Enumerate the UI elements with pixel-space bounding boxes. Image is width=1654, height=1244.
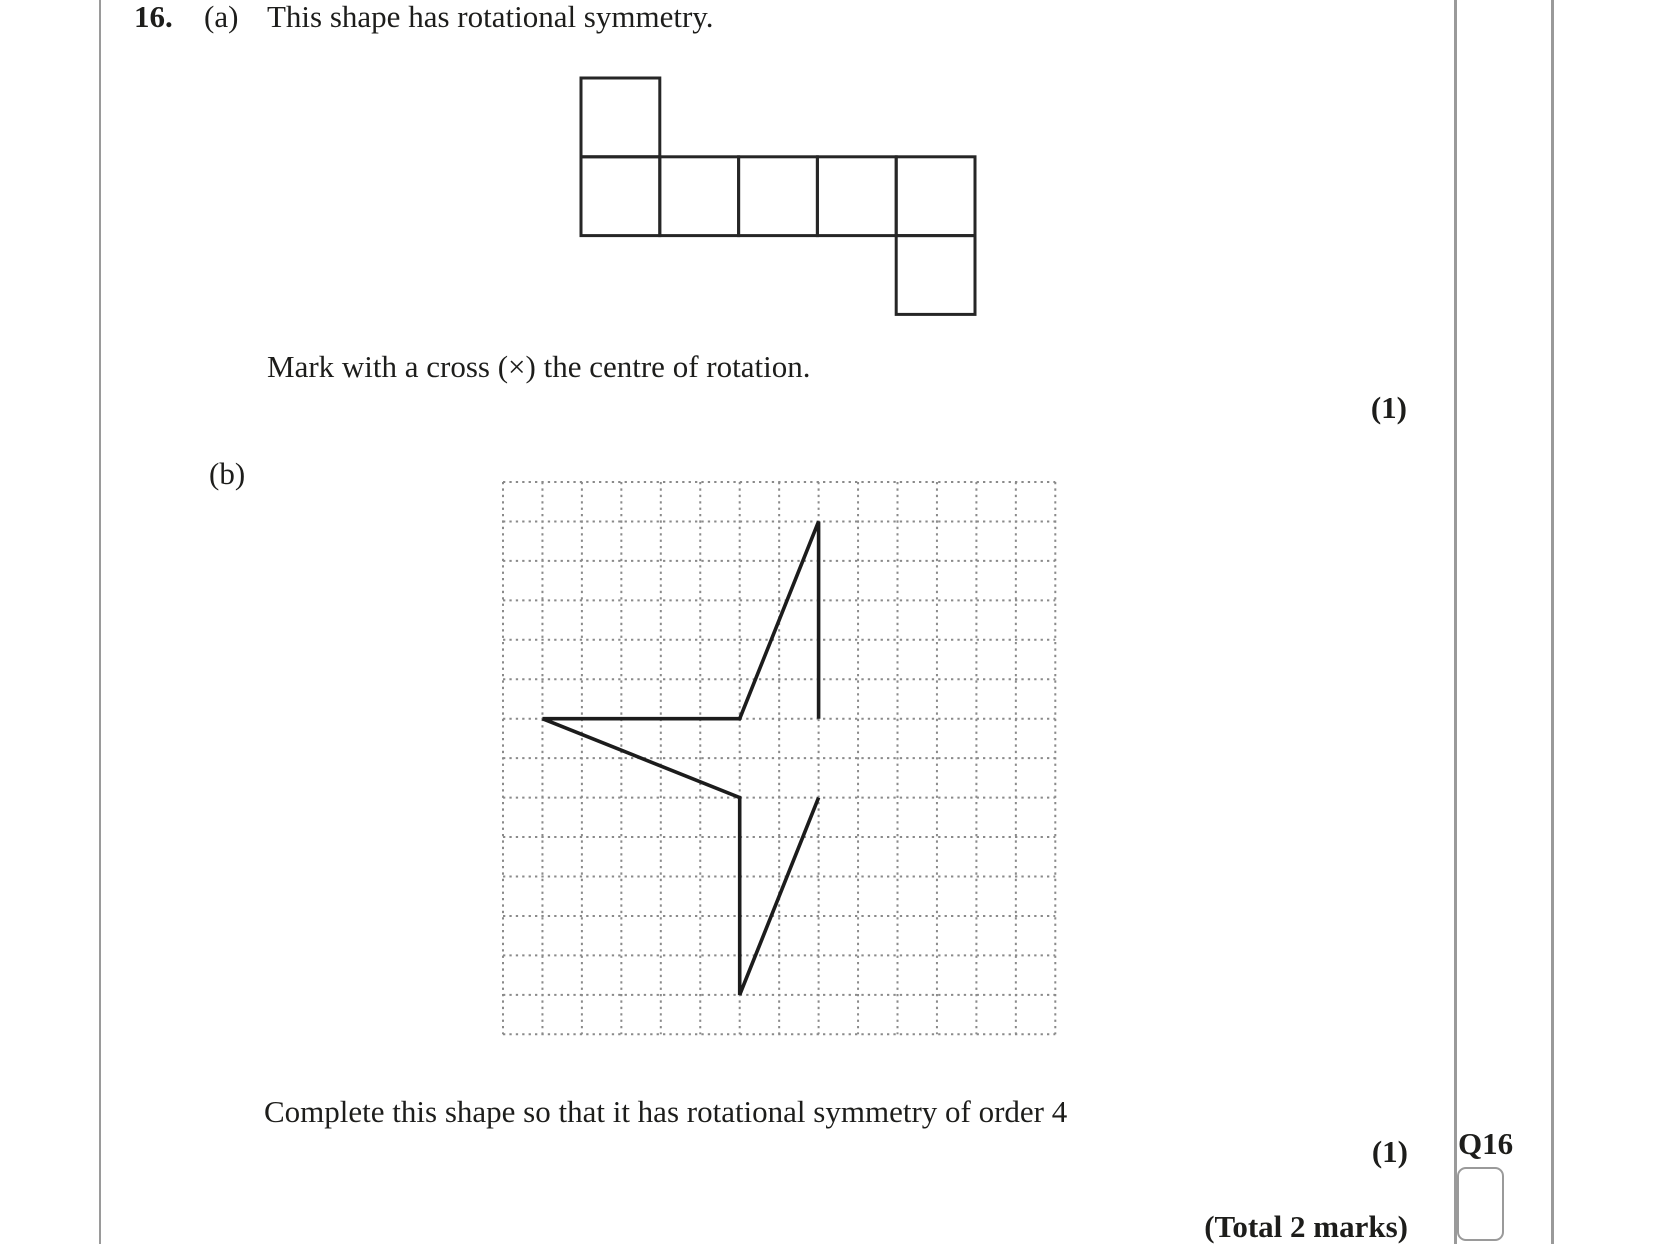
question-number: 16. <box>134 0 173 34</box>
margin-rule-outer <box>1551 0 1554 1244</box>
part-a-marks: (1) <box>1370 390 1407 425</box>
part-a-figure <box>579 76 977 317</box>
part-b-instruction: Complete this shape so that it has rotational symmetry of order 4 <box>264 1094 1068 1129</box>
mark-entry-box <box>1457 1167 1504 1241</box>
total-marks: (Total 2 marks) <box>1204 1209 1408 1244</box>
margin-rule-inner <box>1454 0 1457 1244</box>
page-rule-left <box>99 0 102 1244</box>
part-b-figure <box>501 480 1058 1038</box>
part-a-label: (a) <box>204 0 239 34</box>
question-ref: Q16 <box>1458 1126 1514 1161</box>
squares-figure-svg <box>579 76 977 317</box>
grid-figure-svg <box>501 480 1058 1038</box>
part-a-statement: This shape has rotational symmetry. <box>267 0 714 34</box>
part-b-marks: (1) <box>1371 1134 1408 1169</box>
part-a-instruction: Mark with a cross (×) the centre of rotation. <box>267 349 811 384</box>
part-b-label: (b) <box>209 456 246 491</box>
